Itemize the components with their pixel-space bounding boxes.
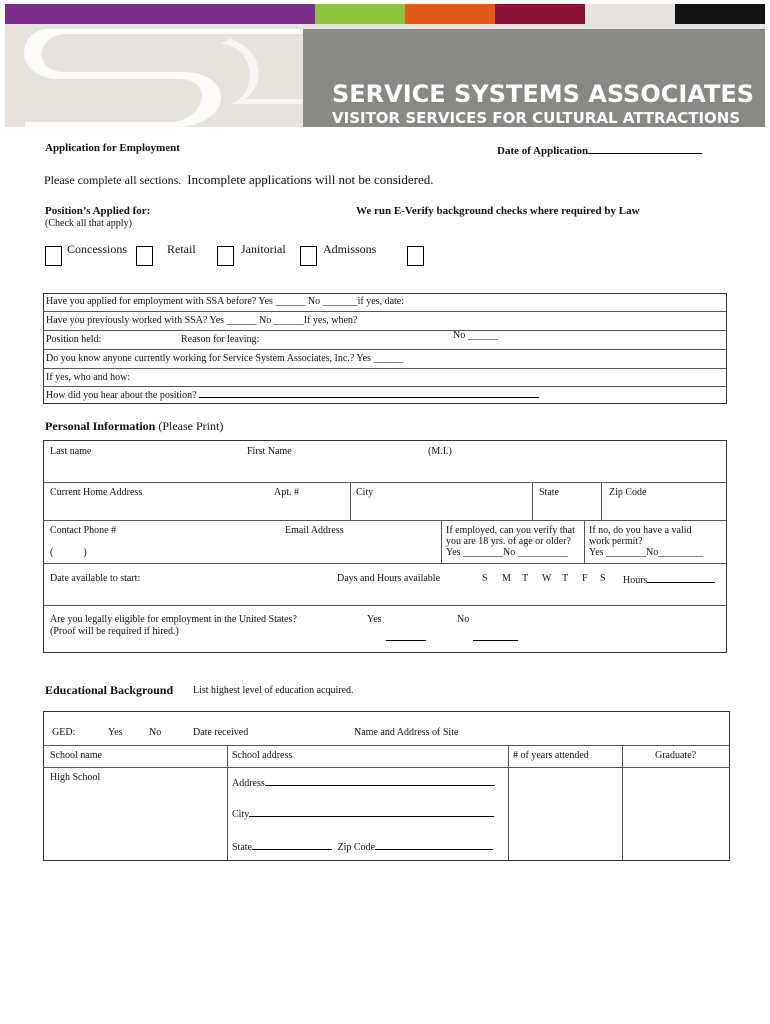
company-name: SERVICE SYSTEMS ASSOCIATES <box>332 80 755 108</box>
city-label: City <box>356 487 374 498</box>
header-color-bar <box>315 4 405 24</box>
hs-address-field[interactable]: Address <box>232 776 495 789</box>
day-sun: S <box>482 573 488 584</box>
check-all-note: (Check all that apply) <box>45 218 132 229</box>
header-color-bar <box>495 4 585 24</box>
question-who-how: If yes, who and how: <box>46 372 131 383</box>
position-janitorial: Janitorial <box>241 242 286 256</box>
days-hours-label: Days and Hours available <box>337 573 441 584</box>
question-reason-leaving: Reason for leaving: <box>181 334 260 345</box>
day-fri: F <box>582 573 588 584</box>
checkbox-concessions[interactable] <box>45 246 62 266</box>
hs-state-zip-field[interactable]: State Zip Code <box>232 840 493 853</box>
header-color-bar <box>5 4 315 24</box>
day-mon: M <box>502 573 511 584</box>
checkbox-other[interactable] <box>407 246 424 266</box>
work-permit-question: If no, do you have a valid work permit? <box>589 525 692 547</box>
high-school-label: High School <box>50 772 101 783</box>
question-hear-about: How did you hear about the position? <box>46 389 539 401</box>
date-received-label: Date received <box>193 727 249 738</box>
question-position-held: Position held: <box>46 334 102 345</box>
question-worked-before: Have you previously worked with SSA? Yes ______ No ______If yes, when? <box>46 315 358 326</box>
positions-label: Position’s Applied for: <box>45 205 151 217</box>
header-color-bar <box>675 4 765 24</box>
header-logo <box>5 4 765 127</box>
day-thu: T <box>562 573 569 584</box>
years-attended-header: # of years attended <box>513 750 589 761</box>
email-label: Email Address <box>285 525 344 536</box>
site-label: Name and Address of Site <box>354 727 459 738</box>
education-heading-bold: Educational Background <box>45 683 174 697</box>
checkbox-retail[interactable] <box>136 246 153 266</box>
home-address-label: Current Home Address <box>50 487 143 498</box>
ged-no: No <box>149 727 162 738</box>
position-retail: Retail <box>167 242 196 256</box>
header-banner <box>5 4 765 127</box>
eligible-yes-line[interactable] <box>386 640 426 641</box>
school-name-header: School name <box>50 750 102 761</box>
date-of-application-label: Date of Application <box>497 142 702 157</box>
position-concessions: Concessions <box>67 242 127 256</box>
day-tue: T <box>522 573 529 584</box>
hours-label: Hours <box>623 573 715 586</box>
eligible-yes-label: Yes <box>367 614 382 625</box>
age-verify-question: If employed, can you verify that you are 18 yrs. of age or older? <box>446 525 575 547</box>
phone-area-code: ( ) <box>50 547 87 558</box>
header-color-bar <box>585 4 675 24</box>
day-wed: W <box>542 573 552 584</box>
instructions: Please complete all sections. Incomplete applications will not be considered. <box>44 172 434 187</box>
ged-label: GED: <box>52 727 76 738</box>
state-label: State <box>539 487 559 498</box>
eligible-no-label: No <box>457 614 470 625</box>
question-worked-no: No ______ <box>453 330 498 341</box>
checkbox-janitorial[interactable] <box>217 246 234 266</box>
graduate-header: Graduate? <box>655 750 697 761</box>
hs-city-field[interactable]: City <box>232 807 494 820</box>
eligible-no-line[interactable] <box>473 640 518 641</box>
education-note: List highest level of education acquired. <box>193 685 354 696</box>
work-permit-yes-no: Yes ________No_________ <box>589 547 704 558</box>
apt-label: Apt. # <box>274 487 299 498</box>
age-verify-yes-no: Yes ________No __________ <box>446 547 568 558</box>
personal-heading: Personal Information (Please Print) <box>45 419 224 433</box>
zip-label: Zip Code <box>609 487 647 498</box>
question-know-anyone: Do you know anyone currently working for Service System Associates, Inc.? Yes ______ <box>46 353 404 364</box>
checkbox-admissions[interactable] <box>300 246 317 266</box>
header-color-bar <box>405 4 495 24</box>
question-applied-before: Have you applied for employment with SSA before? Yes ______ No _______if yes, date: <box>46 296 405 307</box>
form-title: Application for Employment <box>45 142 180 154</box>
last-name-label: Last name <box>50 446 92 457</box>
day-sat: S <box>600 573 606 584</box>
first-name-label: First Name <box>247 446 292 457</box>
everify-notice: We run E-Verify background checks where required by Law <box>356 205 640 217</box>
contact-phone-label: Contact Phone # <box>50 525 117 536</box>
date-available-label: Date available to start: <box>50 573 141 584</box>
company-tagline: VISITOR SERVICES FOR CULTURAL ATTRACTIONS <box>332 109 741 127</box>
position-admissions: Admissons <box>323 242 377 256</box>
mi-label: (M.I.) <box>428 446 452 457</box>
ged-yes: Yes <box>108 727 123 738</box>
school-address-header: School address <box>232 750 293 761</box>
eligible-question: Are you legally eligible for employment in the United States? (Proof will be required if hired.) <box>50 614 297 637</box>
